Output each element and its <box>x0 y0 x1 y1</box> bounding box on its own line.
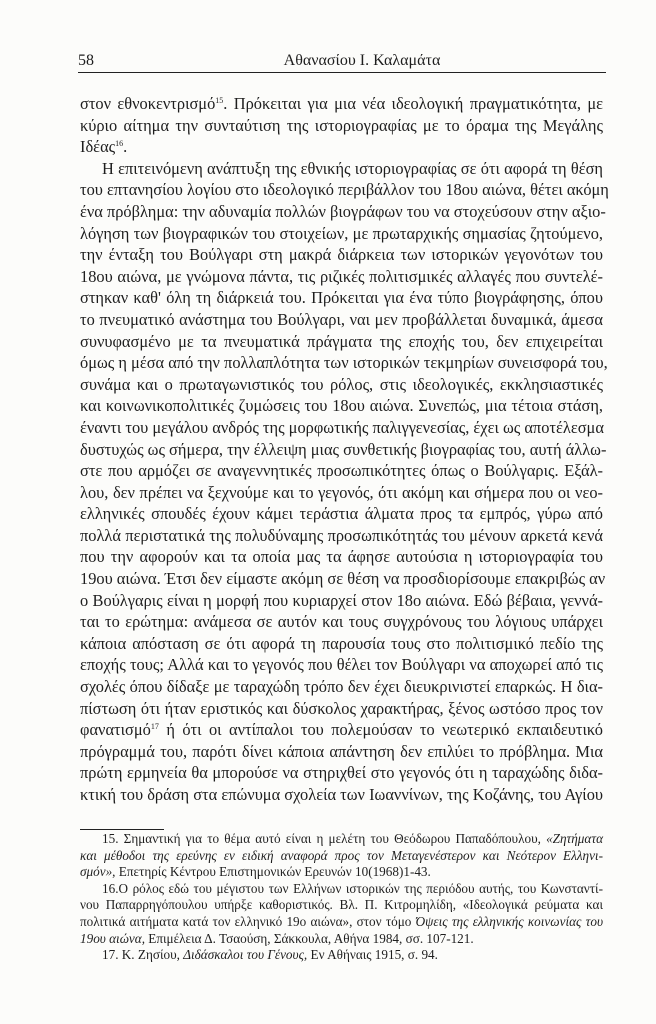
text-line: κύριο αίτημα την συνταύτιση της ιστοριογραφίας με το όραμα της Μεγάλης <box>80 115 603 135</box>
text-line: ελληνικές σπουδές έχουν κάμει τεράστια άλματα προς τα εμπρός, γύρω από <box>80 504 603 524</box>
text-line: λόγηση των βιογραφικών του στοιχείων, με πρωταρχικής σημασίας ζητούμενο, <box>80 223 603 243</box>
footnote-line: νου Παπαρρηγόπουλου υπήρξε καθοριστικός. Βλ. Π. Κιτρομηλίδη, «Ιδεολογικά ρεύματα και <box>80 897 603 913</box>
footnote-line: σμόν», Επετηρίς Κέντρου Επιστημονικών Ερευνών 10(1968)1-43. <box>80 864 431 880</box>
text-line: δυστυχώς ως σήμερα, την έλλειψη μιας συνθετικής βιογραφίας του, αυτή άλλω- <box>80 439 607 459</box>
footnote-ref: 15 <box>215 96 224 105</box>
text-line: συνάμα και ο πρωταγωνιστικός του ρόλος, στις ιδεολογικές, εκκλησιαστικές <box>80 374 603 394</box>
footnote-line: πολιτικά αιτήματα κατά τον ελληνικό 19ο αιώνα», στον τόμο Όψεις της ελληνικής κοινωνίας του <box>80 913 603 929</box>
footnotes <box>80 831 603 964</box>
footnote-line: 16.Ο ρόλος εδώ του μέγιστου των Ελλήνων ιστορικών της περιόδου αυτής, του Κωνσταντί- <box>102 880 603 896</box>
text-line: στε που αρμόζει σε αναγεννητικές προσωπικότητες όπως ο Βούλγαρις. Εξάλ- <box>80 461 603 481</box>
footnote-line: 17. Κ. Ζησίου, Διδάσκαλοι του Γένους, Εν Αθήναις 1915, σ. 94. <box>102 947 438 963</box>
text-line: όμως η μέσα από την πολλαπλότητα των ιστορικών τεκμηρίων συνεισφορά του, <box>80 353 608 373</box>
text-line: το πνευματικό ανάστημα του Βούλγαρι, ναι μεν προβάλλεται δυναμικά, άμεσα <box>80 309 603 329</box>
text-line: πρόγραμμά του, παρότι δίνει κάποια απάντηση δεν επιλύει το πρόβλημα. Μια <box>80 741 603 761</box>
text-line: εποχής τους; Αλλά και το γεγονός που θέλει τον Βούλγαρι να αποχωρεί από τις <box>80 655 603 675</box>
text-line: 19ου αιώνα. Έτσι δεν είμαστε ακόμη σε θέση να προσδιορίσουμε επακριβώς αν <box>80 569 606 589</box>
text-line: ται το ερώτημα: ανάμεσα σε αυτόν και τους συγχρόνους του λόγιους υπάρχει <box>80 612 603 632</box>
text-line: πρώτη ερμηνεία θα μπορούσε να στηριχθεί στο γεγονός ότι η ταραχώδης διδα- <box>80 763 603 783</box>
running-title: Αθανασίου Ι. Καλαμάτα <box>283 52 441 69</box>
text-line: την ένταξη του Βούλγαρι στη μακρά διάρκεια των ιστορικών γεγονότων του <box>80 245 603 265</box>
text-line: στον εθνοκεντρισμό$^{15}$. Πρόκειται για μια νέα ιδεολογική πραγματικότητα, με <box>80 94 603 113</box>
page-number: 58 <box>78 52 94 69</box>
text-line: Η επιτεινόμενη ανάπτυξη της εθνικής ιστοριογραφίας σε ότι αφορά τη θέση <box>102 158 603 178</box>
text-line: 18ου αιώνα, με γνώμονα πάντα, τις ριζικές πολιτισμικές αλλαγές που συντελέ- <box>80 266 603 286</box>
text-line: κτική του δράση στα επώνυμα σχολεία των Ιωαννίνων, της Κοζάνης, του Αγίου <box>80 785 603 804</box>
text-line: λου, δεν πρέπει να ξεχνούμε και το γεγονός, ότι ακόμη και σήμερα που οι νεο- <box>80 482 603 502</box>
text-line: σχολές όπου δίδαξε με ταραχώδη τρόπο δεν έχει διευκρινιστεί επαρκώς. Η δια- <box>80 677 603 697</box>
text-line: έναντι του μεγάλου ανδρός της μορφωτικής παλιγγενεσίας, έχει ως αποτέλεσμα <box>80 417 604 437</box>
footnote-ref: 17 <box>150 722 159 732</box>
footnote-line: και μέθοδοι της ερεύνης εν ειδική αναφορά προς τον Μεταγενέστερον και Νεότερον Ελληνι- <box>80 847 603 863</box>
text-line: ο Βούλγαρις είναι η μορφή που κυριαρχεί στον 18ο αιώνα. Εδώ βέβαια, γεννά- <box>80 590 603 610</box>
text-line: φανατισμό$^{17}$ ή ότι οι αντίπαλοι του πολεμούσαν το νεωτερικό εκπαιδευτικό <box>80 720 603 740</box>
text-line: στηκαν καθ' όλη τη διάρκειά του. Πρόκειται για ένα τύπο βιογράφησης, όπου <box>80 288 603 308</box>
text-line: Ιδέας$^{16}$. <box>80 137 128 157</box>
text-line: κάποια απόσταση σε ότι αφορά τη παρουσία τους στο πολιτισμικό πεδίο της <box>80 633 603 653</box>
text-line: του επτανησίου λογίου στο ιδεολογικό περιβάλλον του 18ου αιώνα, θέτει ακόμη <box>80 180 609 200</box>
text-line: πίστωση ότι ήταν εριστικός και δύσκολος χαρακτήρας, ξένος ωστόσο προς τον <box>80 698 603 718</box>
footnote-divider <box>80 829 164 830</box>
running-header <box>78 50 606 73</box>
footnote-line: 15. Σημαντική για το θέμα αυτό είναι η μελέτη του Θεόδωρου Παπαδόπουλου, «Ζητήματα <box>102 831 603 846</box>
text-line: συνυφασμένο με τα πνευματικά πράγματα της εποχής του, δεν επιχειρείται <box>80 331 603 351</box>
text-line: και κοινωνικοπολιτικές ζυμώσεις του 18ου αιώνα. Συνεπώς, μια τέτοια στάση, <box>80 396 603 416</box>
body-text <box>80 93 609 806</box>
footnote-ref: 16 <box>115 139 124 149</box>
text-line: που την αφορούν και τα οποία μας τα άφησε αυτούσια η ιστοριογραφία του <box>80 547 603 567</box>
text-line: πολλά περιστατικά της πολυδύναμης προσωπικότητάς του μένουν αρκετά κενά <box>80 525 603 545</box>
text-line: ένα πρόβλημα: την αδυναμία πολλών βιογράφων του να στοχεύσουν στην αξιο- <box>80 201 606 221</box>
footnote-line: 19ου αιώνα, Επιμέλεια Δ. Τσαούση, Σάκκουλα, Αθήνα 1984, σσ. 107-121. <box>80 930 474 946</box>
